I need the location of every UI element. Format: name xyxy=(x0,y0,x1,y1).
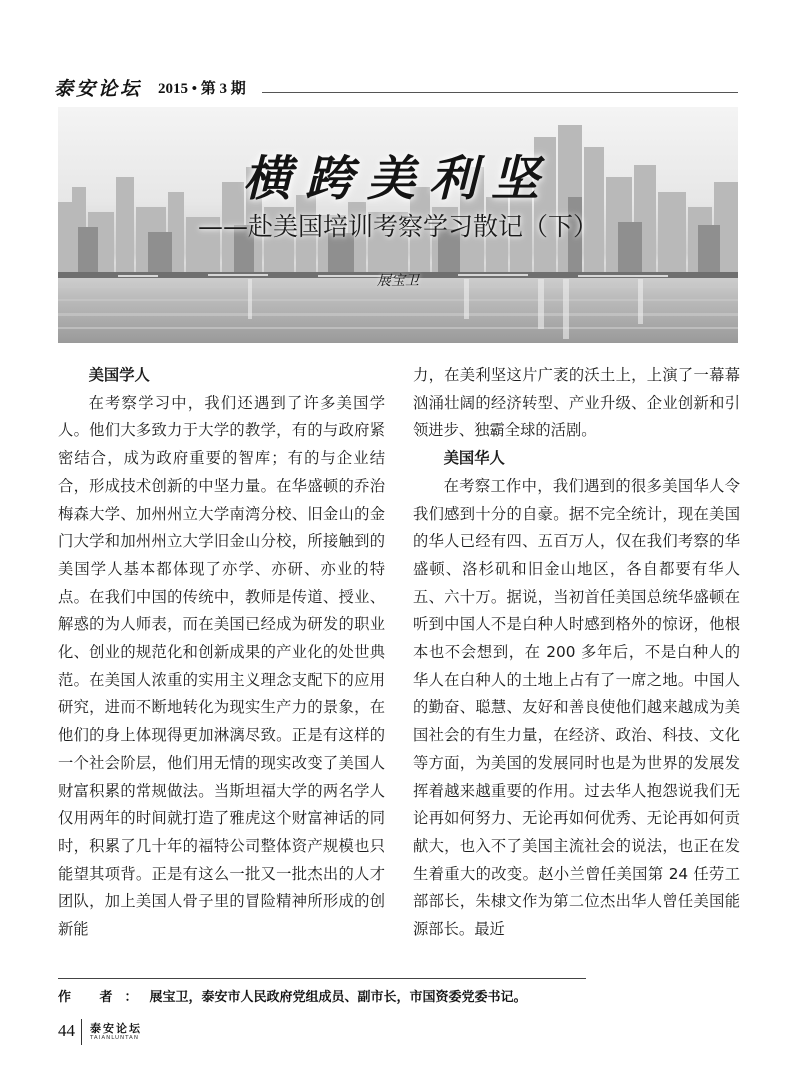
masthead xyxy=(54,74,738,98)
paragraph-chinese-americans: 在考察工作中，我们遇到的很多美国华人令我们感到十分的自豪。据不完全统计，现在美国的华人已经有四、五百万人，仅在我们考察的华盛顿、洛杉矶和旧金山地区，各自都要有华人五、六十万。据说，当初首任美国总统华盛顿在听到中国人不是白种人时感到格外的惊讶，他根本也不会想到，在 200 多年后，不是白种人的华人在白种人的土地上占有了一席之地。中国人的勤奋、聪慧、友好和善良使他们越来越成为美国社会的有生力量，在经济、政治、科技、文化等方面，为美国的发展同时也是为世界的发展发挥着越来越重要的作用。过去华人抱怨说我们无论再如何努力、无论再如何优秀、无论再如何贡献大，也入不了美国主流社会的说法，也正在发生着重大的改变。赵小兰曾任美国第 24 任劳工部部长，朱棣文作为第二位杰出华人曾任美国能源部长。最近 xyxy=(413,476,740,939)
article-title: 横跨美利坚 xyxy=(242,151,553,207)
paragraph-scholars: 在考察学习中，我们还遇到了许多美国学人。他们大多致力于大学的教学，有的与政府紧密结合，成为政府重要的智库；有的与企业结合，形成技术创新的中坚力量。在华盛顿的乔治梅森大学、加州州立大学南湾分校、旧金山的金门大学和加州州立大学旧金山分校，所接触到的美国学人基本都体现了亦学、亦研、亦业的特点。在我们中国的传统中，教师是传道、授业、解惑的为人师表，而在美国已经成为研发的职业化、创业的规范化和创新成果的产业化的处世典范。在美国人浓重的实用主义理念支配下的应用研究，进而不断地转化为现实生产力的景象，在他们的身上体现得更加淋漓尽致。正是有这样的一个社会阶层，他们用无情的现实改变了美国人财富积累的常规做法。当斯坦福大学的两名学人仅用两年的时间就打造了雅虎这个财富神话的同时，积累了几十年的福特公司整体资产规模也只能望其项背。正是有这么一批又一批杰出的人才团队，加上美国人骨子里的冒险精神所形成的创新能 xyxy=(58,393,385,939)
footnote-text: 展宝卫，泰安市人民政府党组成员、副市长，市国资委党委书记。 xyxy=(149,990,527,1005)
footnote-label: 作 者： xyxy=(58,990,150,1005)
article-subtitle: ——赴美国培训考察学习散记（下） xyxy=(197,212,598,241)
magazine-brand: 泰安论坛 xyxy=(54,78,143,100)
header-rule xyxy=(262,92,738,93)
section-heading-scholars: 美国学人 xyxy=(88,366,150,384)
issue-label: 2015 • 第 3 期 xyxy=(158,81,246,97)
right-column xyxy=(413,362,740,944)
footer-magazine-name: 泰安论坛 xyxy=(90,1022,142,1035)
title-banner xyxy=(58,107,738,343)
footer-divider xyxy=(81,1019,82,1045)
page-footer xyxy=(58,1019,258,1049)
article-author: 展宝卫 xyxy=(377,273,419,289)
paragraph-continued: 力，在美利坚这片广袤的沃土上，上演了一幕幕汹涌壮阔的经济转型、产业升级、企业创新和引领进步、独霸全球的活剧。 xyxy=(413,366,740,440)
author-footnote xyxy=(58,986,738,1005)
page-number: 44 xyxy=(58,1021,75,1040)
footnote-rule xyxy=(58,978,586,979)
left-column xyxy=(58,362,385,944)
section-heading-chinese-americans: 美国华人 xyxy=(443,449,505,468)
footer-magazine-name-en: TAIANLUNTAN xyxy=(90,1035,139,1041)
